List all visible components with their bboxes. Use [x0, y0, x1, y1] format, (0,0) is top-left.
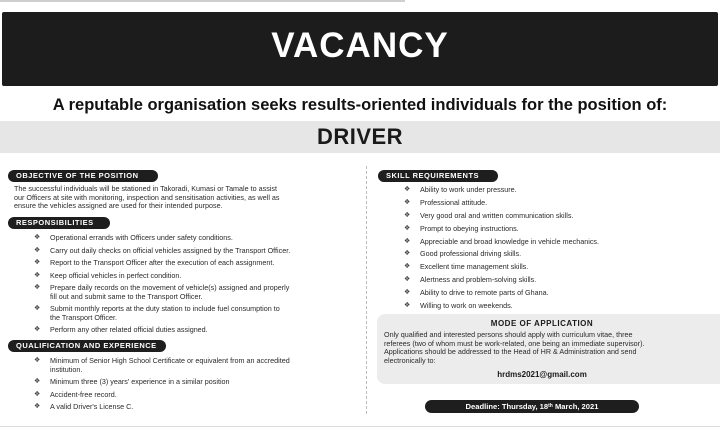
- diamond-bullet-icon: ❖: [34, 390, 41, 398]
- application-text: [384, 331, 720, 365]
- application-email[interactable]: hrdms2021@gmail.com: [497, 370, 587, 379]
- list-item: ❖ Minimum three (3) years' experience in a similar position: [34, 377, 230, 386]
- diamond-bullet-icon: ❖: [404, 302, 411, 310]
- diamond-bullet-icon: ❖: [34, 378, 41, 385]
- position-band: [0, 121, 720, 153]
- application-line: electronically to:: [384, 355, 436, 365]
- list-item: ❖ Keep official vehicles in perfect condition.: [34, 270, 182, 280]
- diamond-bullet-icon: ❖: [404, 237, 411, 245]
- qualification-heading: QUALIFICATION AND EXPERIENCE: [8, 340, 166, 352]
- diamond-bullet-icon: ❖: [34, 284, 41, 291]
- list-item: ❖ Accident-free record.: [34, 389, 117, 399]
- list-item: ❖ Professional attitude.: [404, 197, 488, 207]
- application-line: referees (two of whom must be work-related, one being an immediate supervisor).: [384, 338, 645, 348]
- diamond-bullet-icon: ❖: [34, 357, 41, 364]
- objective-heading: OBJECTIVE OF THE POSITION: [8, 170, 158, 182]
- diamond-bullet-icon: ❖: [404, 186, 411, 193]
- list-item: ❖ Carry out daily checks on official vehicles assigned by the Transport Officer.: [34, 245, 291, 255]
- diamond-bullet-icon: ❖: [34, 234, 41, 241]
- diamond-bullet-icon: ❖: [404, 276, 411, 284]
- diamond-bullet-icon: ❖: [404, 250, 411, 258]
- list-item: ❖ A valid Driver's License C.: [34, 402, 134, 411]
- list-item: ❖ Perform any other related official duties assigned.: [34, 325, 208, 334]
- list-item: ❖ Willing to work on weekends.: [404, 301, 513, 311]
- diamond-bullet-icon: ❖: [34, 305, 41, 312]
- list-item: ❖ Appreciable and broad knowledge in vehicle mechanics.: [404, 236, 599, 246]
- diamond-bullet-icon: ❖: [404, 224, 411, 232]
- list-item: ❖ Ability to work under pressure.: [404, 185, 517, 194]
- application-heading: MODE OF APPLICATION: [490, 319, 594, 328]
- responsibilities-heading: RESPONSIBILITIES: [8, 217, 110, 229]
- diamond-bullet-icon: ❖: [34, 246, 41, 254]
- list-item: ❖ Alertness and problem-solving skills.: [404, 275, 537, 285]
- top-divider: [0, 0, 405, 2]
- objective-line: ensure the vehicles assigned are used for their intended purpose.: [14, 201, 223, 210]
- list-item: ❖ Ability to drive to remote parts of Ghana.: [404, 288, 549, 298]
- subtitle: A reputable organisation seeks results-oriented individuals for the position of:: [52, 96, 668, 114]
- diamond-bullet-icon: ❖: [404, 198, 411, 206]
- skills-heading: SKILL REQUIREMENTS: [378, 170, 498, 182]
- diamond-bullet-icon: ❖: [34, 326, 41, 333]
- diamond-bullet-icon: ❖: [34, 259, 41, 266]
- objective-line: our Officers at site with monitoring, inspection and sensitisation activities, as well as: [14, 192, 280, 202]
- list-item: ❖ Prompt to obeying instructions.: [404, 223, 519, 233]
- deadline-ordinal: th: [548, 403, 553, 409]
- list-item: ❖ Excellent time management skills.: [404, 262, 529, 272]
- deadline-badge: [425, 400, 639, 413]
- diamond-bullet-icon: ❖: [404, 211, 411, 219]
- list-item: ❖ Good professional driving skills.: [404, 249, 522, 259]
- banner-title: VACANCY: [271, 26, 449, 65]
- skills-list: [402, 186, 712, 311]
- list-item: ❖ Minimum of Senior High School Certificate or equivalent from an accredited institution.: [34, 356, 290, 374]
- application-line: Applications should be addressed to the Head of HR & Administration and send: [384, 347, 637, 357]
- list-item: ❖ Operational errands with Officers under safety conditions.: [34, 233, 233, 242]
- deadline-month: March, 2021: [552, 402, 599, 411]
- objective-line: The successful individuals will be stationed in Takoradi, Kumasi or Tamale to assist: [14, 184, 278, 193]
- diamond-bullet-icon: ❖: [404, 289, 411, 297]
- list-item: ❖ Prepare daily records on the movement of vehicle(s) assigned and properly fill out and submit same to the Transport Officer.: [34, 283, 290, 301]
- application-box: [377, 314, 720, 384]
- objective-text: [14, 185, 364, 211]
- responsibilities-list: [32, 234, 364, 335]
- list-item: ❖ Report to the Transport Officer after the execution of each assignment.: [34, 258, 275, 267]
- column-divider: [366, 166, 367, 414]
- deadline-text: Deadline: Thursday, 18: [465, 402, 549, 411]
- list-item: ❖ Very good oral and written communication skills.: [404, 210, 574, 220]
- application-line: Only qualified and interested persons should apply with curriculum vitae, three: [384, 330, 633, 339]
- diamond-bullet-icon: ❖: [404, 263, 411, 271]
- vacancy-banner: [2, 12, 718, 86]
- diamond-bullet-icon: ❖: [34, 271, 41, 279]
- qualification-list: [32, 357, 364, 412]
- list-item: ❖ Submit monthly reports at the duty station to include fuel consumption to the Transport Officer.: [34, 304, 280, 322]
- bottom-divider: [0, 426, 720, 427]
- position-title: DRIVER: [316, 124, 404, 149]
- diamond-bullet-icon: ❖: [34, 403, 41, 410]
